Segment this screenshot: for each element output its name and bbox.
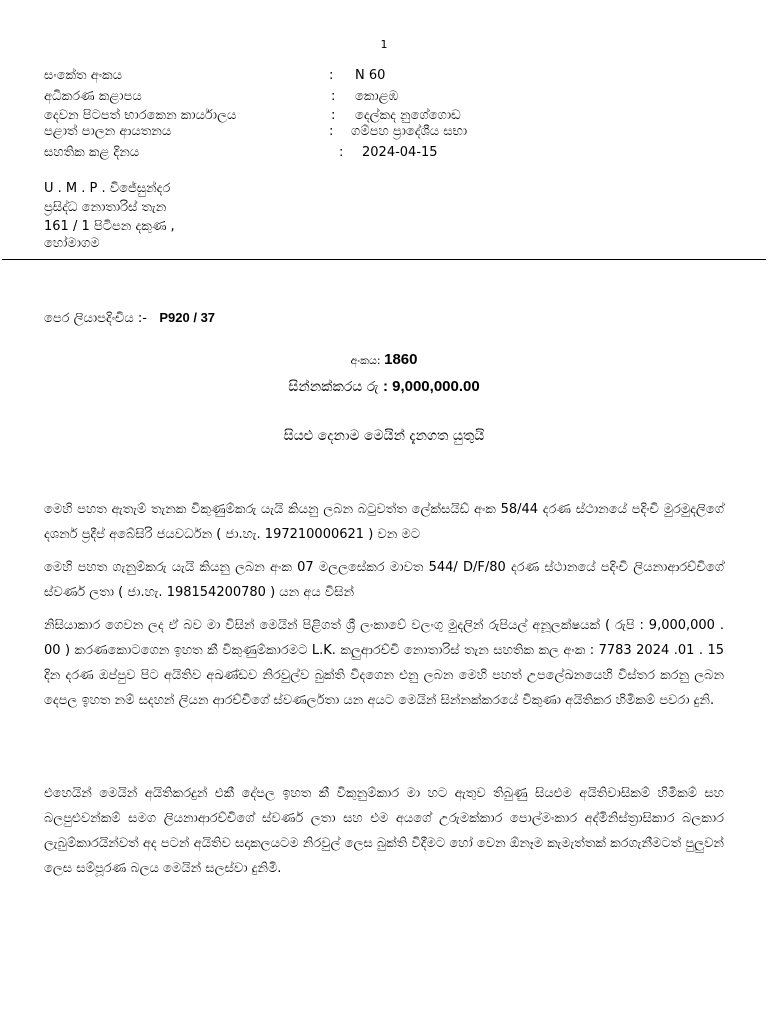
paragraph-rights: එහෙයින් මෙයින් අයිතිකරදුන් එකී දේපල ඉහත කී විකුනුම්කාර මා හට ඇතුව තිබුණු සියළුම අයිතිවාසිකම් හිමිකම් සහ බලපුළුවන්කම් සමග ලියනාආරච්චිගේ ස්වණර් ලතා සහ එම අයගේ උරුමක්කාර පොල්මංකාර අද්මිනිස්ත්‍රාසිකාර බලකාර ලැබුම්කාරයින්වත් අද පටන් අයිතිව සදාකලයටම නිරවුල් ලෙස බුක්ති විදීමට හෝ වෙන ඕනෑම කැමැත්තක් කරගැනීමටත් පුලුවන් ලෙස සම්පූරණ බලය මෙයින් සලස්වා දුනිමි. [44,786,724,876]
deed-number-value: 1860 [384,351,418,368]
document-heading: සියළු දෙනාම මෙයින් දැනගත යුතුයි [283,428,485,444]
paragraph-vendor: මෙහි පහත ඇතැම් තැනක විකුණුම්කරු යැයි කියනු ලබන බටුවත්ත ලේක්සයිඩ් අංක 58/44 දරණ ස්ථානයේ පදිංචි මුරමුදලිගේ දශර්න ප්‍රදීප් අබේසිරි ජයවර්ධන ( ජා.හැ. 197210000621 ) වන මට [44,502,724,542]
notary-address-town: හෝමාගම [44,236,100,251]
meta-value-duplicate-office: දෙල්කද නුගේගොඩ [355,108,461,123]
meta-value-local-authority: ගම්පහ ප්‍රාදේශීය සභා [351,124,468,139]
meta-colon: : [339,145,344,160]
deed-number [0,351,768,368]
notary-title: ප්‍රසිද්ධ නොතාරිස් තැන [44,200,167,215]
meta-label-duplicate-office: දෙවන පිටපත් භාරකෙන කාර්යාලය [44,108,237,123]
meta-colon: : [331,108,336,123]
meta-value-attested-date: 2024-04-15 [362,145,438,160]
notary-address-street: 161 / 1 පිටිපන දකුණ , [44,219,175,234]
paragraph-transfer: නිසියාකාර ගෙවන ලද ඒ බව මා විසින් මෙයින් පිළිගත් ශ්‍රී ලංකාවේ වලංගු මුදලින් රුපියල් අනූලක්ෂයක් ( රුපි : 9,000,000 . 00 ) කරණකොටගෙන ඉහත කී විකුණුම්කාරමට L.K. කලුආරච්චි නොතාරිස් තැන සහතික කල අංක : 7783 2024 .01 . 15 දින දරණ ඔප්පුව පිට අයිතිව අඛණ්ඩව නිරවුල්ව බුක්ති විදගෙන එනු ලබන මෙහි පහත් උපලේඛනයෙහි විස්තර කරනු ලබන දෙපල ඉහත නම් සදහන් ලියන ආරච්චිගේ ස්වණර්ලතා යන අයට මෙයින් සින්නක්කරයේ විකුණා අයිතිකර හිමිකම් පවරා දුනි. [44,618,724,708]
consideration-value: : 9,000,000.00 [382,378,480,395]
meta-label-jurisdiction: අධිකරණ කළාපය [44,89,142,104]
previous-registration-label: පෙර ලියාපදිංචිය :- [44,311,147,326]
meta-label-local-authority: පළාත් පාලන ආයතනය [44,124,172,139]
paragraph-purchaser: මෙහි පහත ගැනුම්කරු යැයි කියනු ලබන අංක 07 මලලසේකර මාවත 544/ D/F/80 දරණ ස්ථානයේ පදිංචි ලියනාආරච්චිගේ ස්වණර් ලතා ( ජා.හැ. 198154200780 ) යන අය විසින් [44,560,724,600]
meta-label-attested-date: සහතික කළ දිනය [44,145,140,160]
meta-colon: : [331,89,336,104]
meta-colon: : [329,68,334,83]
notary-name: U . M . P . විජේසුන්දර [44,181,171,196]
meta-colon: : [329,124,334,139]
previous-registration [44,310,215,326]
consideration-label: සින්නක්කරය රු [288,379,379,395]
page-number: 1 [380,38,388,51]
previous-registration-value: P920 / 37 [159,310,216,325]
meta-value-jurisdiction: කොළඹ [355,89,399,104]
consideration-amount [0,378,768,395]
meta-value-reference-number: N 60 [355,68,386,83]
meta-label-reference-number: සංකේත අංකය [44,68,122,83]
horizontal-divider [2,259,766,260]
deed-number-label: අංකය: [350,354,381,367]
